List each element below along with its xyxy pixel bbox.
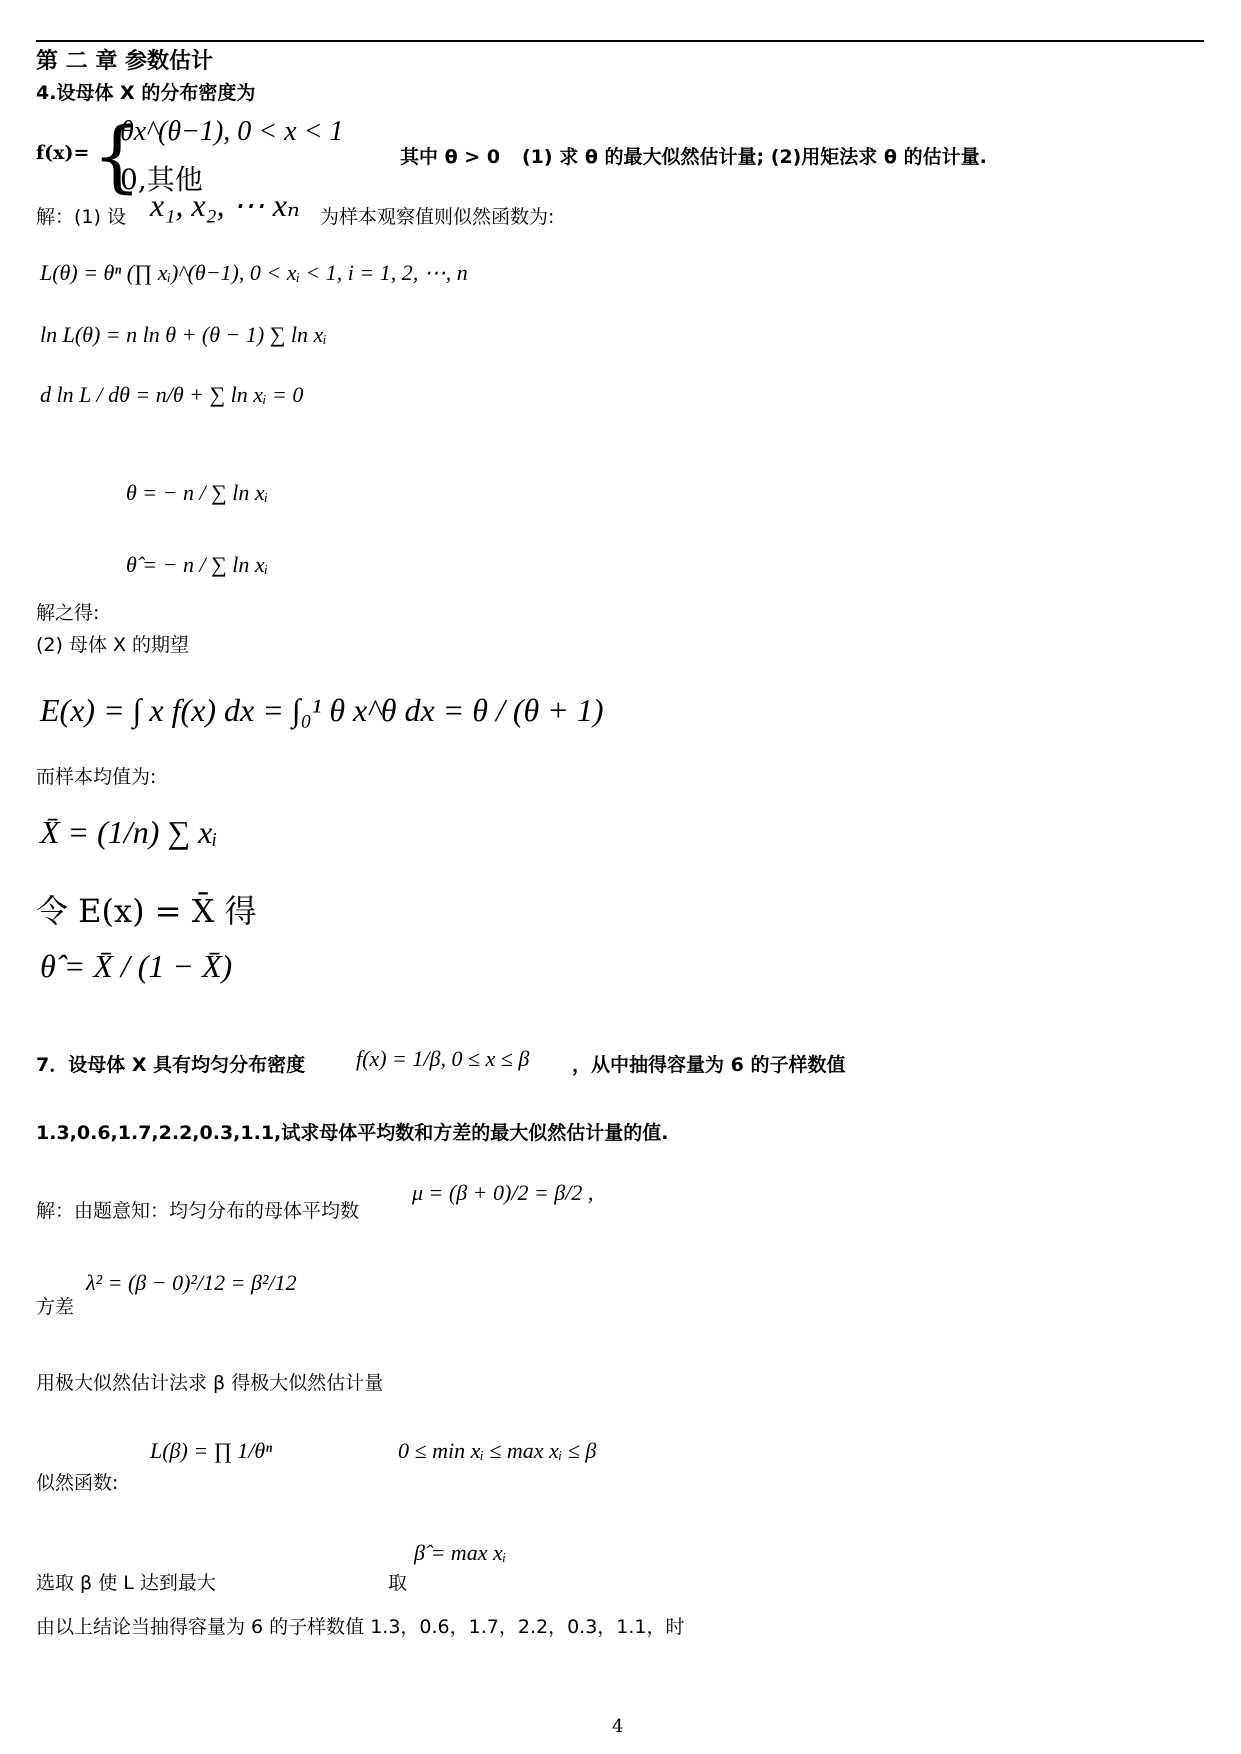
fx-case1: θx^(θ−1), 0 < x < 1	[120, 116, 344, 147]
problem4-title: 4.设母体 X 的分布密度为	[36, 82, 256, 104]
brace: {	[92, 112, 142, 202]
take-label: 取	[388, 1572, 408, 1594]
variance-label: 方差	[36, 1296, 75, 1318]
header-rule	[36, 40, 1204, 42]
problem4-tasks: (1) 求 θ 的最大似然估计量; (2)用矩法求 θ 的估计量.	[522, 146, 987, 168]
mean-formula: μ = (β + 0)/2 = β/2 ,	[412, 1180, 594, 1205]
mle-intro: 用极大似然估计法求 β 得极大似然估计量	[36, 1372, 384, 1394]
solve-label: 解之得:	[36, 602, 100, 624]
sol1-intro-b: 为样本观察值则似然函数为:	[320, 206, 555, 228]
moment-estimator: θ̂ = X̄ / (1 − X̄)	[40, 948, 233, 984]
uniform-likelihood: L(β) = ∏ 1/θⁿ	[150, 1438, 273, 1463]
fx-case2: 0,其他	[120, 163, 203, 196]
chapter-title: 第 二 章 参数估计	[36, 49, 213, 74]
variance-formula: λ² = (β − 0)²/12 = β²/12	[86, 1270, 297, 1295]
mean-label: 解：由题意知：均匀分布的母体平均数	[36, 1200, 360, 1222]
theta-condition: 其中 θ > 0	[400, 146, 501, 168]
sample-mean-formula: X̄ = (1/n) ∑ xᵢ	[40, 814, 218, 850]
sample-mean-label: 而样本均值为:	[36, 766, 157, 788]
fx-label: f(x)=	[36, 142, 90, 164]
set-equation: 令 E(x) = X̄ 得	[36, 892, 257, 930]
problem7-title-b: ，从中抽得容量为 6 的子样数值	[572, 1054, 846, 1076]
problem7-data: 1.3,0.6,1.7,2.2,0.3,1.1,试求母体平均数和方差的最大似然估计量的值.	[36, 1122, 669, 1144]
conclusion: 由以上结论当抽得容量为 6 的子样数值 1.3，0.6，1.7，2.2，0.3，1.1，时	[36, 1616, 685, 1638]
likelihood-formula: L(θ) = θⁿ (∏ xᵢ)^(θ−1), 0 < xᵢ < 1, i = 1, 2, ⋯, n	[40, 260, 468, 285]
choose-label: 选取 β 使 L 达到最大	[36, 1572, 216, 1594]
theta-equation: θ = − n / ∑ ln xᵢ	[126, 480, 269, 505]
uniform-density: f(x) = 1/β, 0 ≤ x ≤ β	[356, 1046, 530, 1071]
sol1-vars: x₁, x₂, ⋯ xₙ	[150, 187, 300, 223]
theta-hat-mle: θ̂ = − n / ∑ ln xᵢ	[126, 552, 269, 577]
sol1-intro-a: 解：(1) 设	[36, 206, 126, 228]
likelihood-label: 似然函数:	[36, 1472, 119, 1494]
problem7-title-a: 7．设母体 X 具有均匀分布密度	[36, 1054, 306, 1076]
likelihood-constraint: 0 ≤ min xᵢ ≤ max xᵢ ≤ β	[398, 1438, 597, 1463]
sol2-label: (2) 母体 X 的期望	[36, 634, 190, 656]
derivative-formula: d ln L / dθ = n/θ + ∑ ln xᵢ = 0	[40, 382, 304, 407]
log-likelihood-formula: ln L(θ) = n ln θ + (θ − 1) ∑ ln xᵢ	[40, 322, 327, 347]
beta-hat: β̂ = max xᵢ	[414, 1540, 507, 1565]
page-number: 4	[612, 1716, 624, 1737]
expectation-formula: E(x) = ∫ x f(x) dx = ∫₀¹ θ x^θ dx = θ / (θ + 1)	[40, 692, 604, 728]
